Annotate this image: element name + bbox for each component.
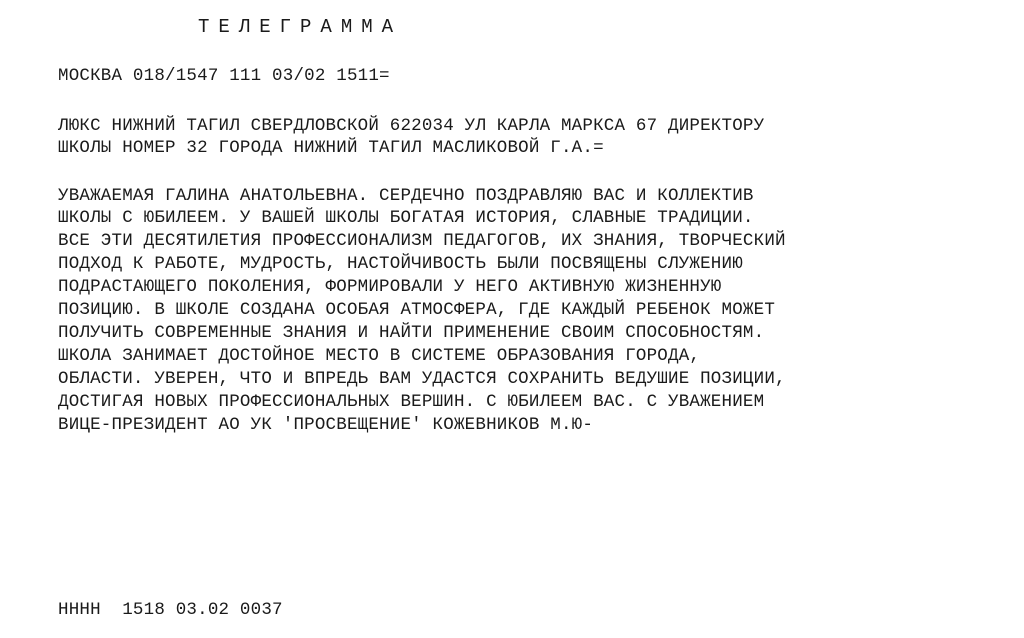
- telegram-title: ТЕЛЕГРАММА: [198, 16, 403, 38]
- message-line: ШКОЛА ЗАНИМАЕТ ДОСТОЙНОЕ МЕСТО В СИСТЕМЕ ОБРАЗОВАНИЯ ГОРОДА,: [58, 346, 701, 366]
- message-line: ПОДРАСТАЮЩЕГО ПОКОЛЕНИЯ, ФОРМИРОВАЛИ У НЕГО АКТИВНУЮ ЖИЗНЕННУЮ: [58, 277, 722, 297]
- message-line: ВСЕ ЭТИ ДЕСЯТИЛЕТИЯ ПРОФЕССИОНАЛИЗМ ПЕДАГОГОВ, ИХ ЗНАНИЯ, ТВОРЧЕСКИЙ: [58, 231, 786, 251]
- telegram-header-line: МОСКВА 018/1547 111 03/02 1511=: [58, 66, 390, 86]
- message-line: ДОСТИГАЯ НОВЫХ ПРОФЕССИОНАЛЬНЫХ ВЕРШИН. С ЮБИЛЕЕМ ВАС. С УВАЖЕНИЕМ: [58, 392, 765, 412]
- address-line: ШКОЛЫ НОМЕР 32 ГОРОДА НИЖНИЙ ТАГИЛ МАСЛИКОВОЙ Г.А.=: [58, 138, 604, 158]
- message-line: УВАЖАЕМАЯ ГАЛИНА АНАТОЛЬЕВНА. СЕРДЕЧНО ПОЗДРАВЛЯЮ ВАС И КОЛЛЕКТИВ: [58, 186, 754, 206]
- message-line: ШКОЛЫ С ЮБИЛЕЕМ. У ВАШЕЙ ШКОЛЫ БОГАТАЯ ИСТОРИЯ, СЛАВНЫЕ ТРАДИЦИИ.: [58, 208, 754, 228]
- message-line: ОБЛАСТИ. УВЕРЕН, ЧТО И ВПРЕДЬ ВАМ УДАСТСЯ СОХРАНИТЬ ВЕДУШИЕ ПОЗИЦИИ,: [58, 369, 786, 389]
- message-line: ПОЛУЧИТЬ СОВРЕМЕННЫЕ ЗНАНИЯ И НАЙТИ ПРИМЕНЕНИЕ СВОИМ СПОСОБНОСТЯМ.: [58, 323, 765, 343]
- message-line: ПОЗИЦИЮ. В ШКОЛЕ СОЗДАНА ОСОБАЯ АТМОСФЕРА, ГДЕ КАЖДЫЙ РЕБЕНОК МОЖЕТ: [58, 300, 776, 320]
- telegram-footer-line: НННН 1518 03.02 0037: [58, 600, 283, 620]
- message-signature-line: ВИЦЕ-ПРЕЗИДЕНТ АО УК 'ПРОСВЕЩЕНИЕ' КОЖЕВНИКОВ М.Ю-: [58, 415, 594, 435]
- message-line: ПОДХОД К РАБОТЕ, МУДРОСТЬ, НАСТОЙЧИВОСТЬ БЫЛИ ПОСВЯЩЕНЫ СЛУЖЕНИЮ: [58, 254, 743, 274]
- address-line: ЛЮКС НИЖНИЙ ТАГИЛ СВЕРДЛОВСКОЙ 622034 УЛ КАРЛА МАРКСА 67 ДИРЕКТОРУ: [58, 116, 765, 136]
